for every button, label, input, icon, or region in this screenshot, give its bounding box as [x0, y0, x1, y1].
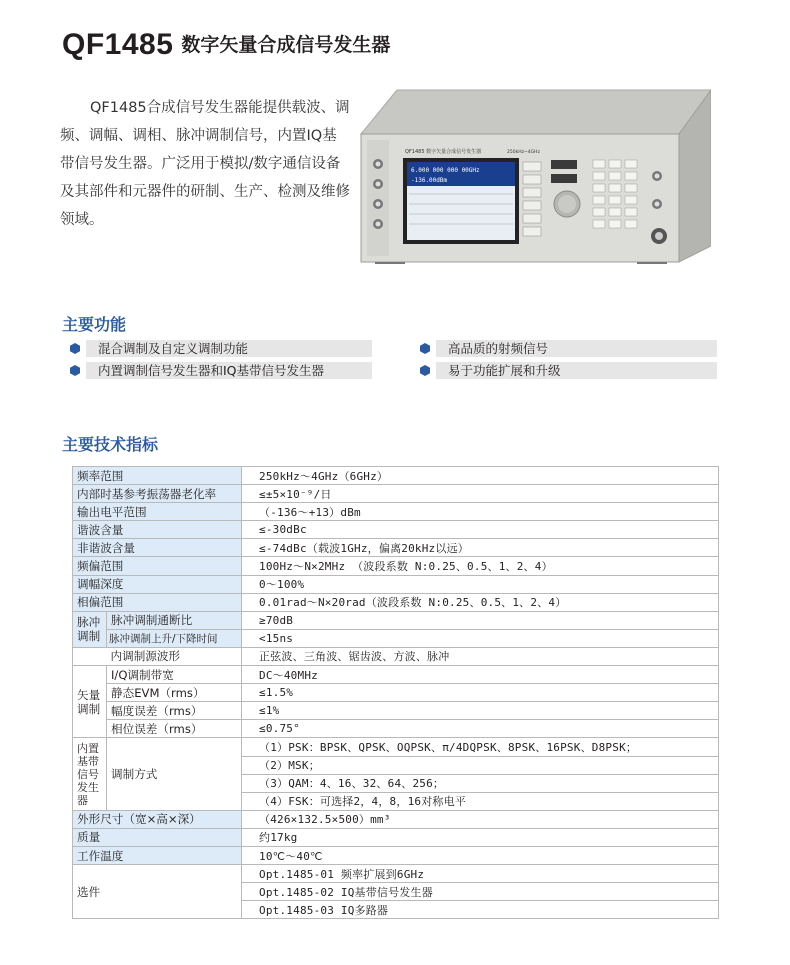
- table-row: 静态EVM（rms） ≤1.5%: [73, 684, 719, 702]
- table-row: （2）MSK；: [73, 756, 719, 774]
- hexagon-bullet-icon: [70, 343, 80, 354]
- table-row: Opt.1485-03 IQ多路器: [73, 901, 719, 919]
- feature-item: 易于功能扩展和升级: [436, 362, 717, 379]
- model-number: QF1485: [62, 28, 174, 61]
- table-row: 内置基带信号发生器 调制方式 （1）PSK：BPSK、QPSK、OQPSK、π/4DQPSK、8PSK、16PSK、D8PSK；: [73, 738, 719, 756]
- screen-level: -136.00dBm: [411, 177, 448, 184]
- table-row: 相偏范围 0.01rad～N×20rad（波段系数 N:0.25、0.5、1、2、4）: [73, 593, 719, 611]
- specs-heading: 主要技术指标: [62, 435, 159, 454]
- screen-frequency: 6.000 000 000 00GHz: [411, 167, 480, 174]
- table-row: 质量 约17kg: [73, 828, 719, 846]
- table-row: 脉冲调制上升/下降时间 <15ns: [73, 629, 719, 647]
- intro-paragraph: [60, 94, 350, 234]
- table-row: 相位误差（rms） ≤0.75°: [73, 720, 719, 738]
- table-row: 脉冲调制 脉冲调制通断比 ≥70dB: [73, 611, 719, 629]
- page-title: [62, 28, 390, 62]
- intro-text: QF1485合成信号发生器能提供载波、调频、调幅、调相、脉冲调制信号，内置IQ基带信号发生器。广泛用于模拟/数字通信设备及其部件和元器件的研制、生产、检测及维修领域。: [60, 100, 350, 228]
- product-name: 数字矢量合成信号发生器: [181, 34, 391, 56]
- table-row: 非谐波含量 ≤-74dBc（载波1GHz，偏离20kHz以远）: [73, 539, 719, 557]
- table-row: 选件 Opt.1485-01 频率扩展到6GHz: [73, 865, 719, 883]
- panel-brand: QF1485 数字矢量合成信号发生器: [405, 149, 482, 155]
- table-row: （3）QAM：4、16、32、64、256；: [73, 774, 719, 792]
- table-row: 谐波含量 ≤-30dBc: [73, 521, 719, 539]
- hexagon-bullet-icon: [420, 365, 430, 376]
- table-row: （4）FSK：可选择2，4，8，16对称电平: [73, 792, 719, 810]
- table-row: 矢量调制 I/Q调制带宽 DC～40MHz: [73, 666, 719, 684]
- feature-item: 高品质的射频信号: [436, 340, 717, 357]
- table-row: 内调制源波形 正弦波、三角波、锯齿波、方波、脉冲: [73, 647, 719, 665]
- feature-item: 内置调制信号发生器和IQ基带信号发生器: [86, 362, 372, 379]
- table-row: 内部时基参考振荡器老化率 ≤±5×10⁻⁹/日: [73, 485, 719, 503]
- table-row: 工作温度 10℃～40℃: [73, 846, 719, 864]
- table-row: Opt.1485-02 IQ基带信号发生器: [73, 883, 719, 901]
- table-row: 外形尺寸（宽×高×深） （426×132.5×500）mm³: [73, 810, 719, 828]
- table-row: 输出电平范围 （-136～+13）dBm: [73, 503, 719, 521]
- features-heading: 主要功能: [62, 315, 127, 334]
- hexagon-bullet-icon: [70, 365, 80, 376]
- hexagon-bullet-icon: [420, 343, 430, 354]
- spec-table: [72, 466, 719, 919]
- table-row: 幅度误差（rms） ≤1%: [73, 702, 719, 720]
- table-row: 调幅深度 0～100%: [73, 575, 719, 593]
- panel-range: 250kHz~4GHz: [507, 150, 540, 155]
- table-row: 频偏范围 100Hz～N×2MHz （波段系数 N:0.25、0.5、1、2、4）: [73, 557, 719, 575]
- device-image: [357, 86, 711, 264]
- feature-item: 混合调制及自定义调制功能: [86, 340, 372, 357]
- table-row: 频率范围 250kHz～4GHz（6GHz）: [73, 467, 719, 485]
